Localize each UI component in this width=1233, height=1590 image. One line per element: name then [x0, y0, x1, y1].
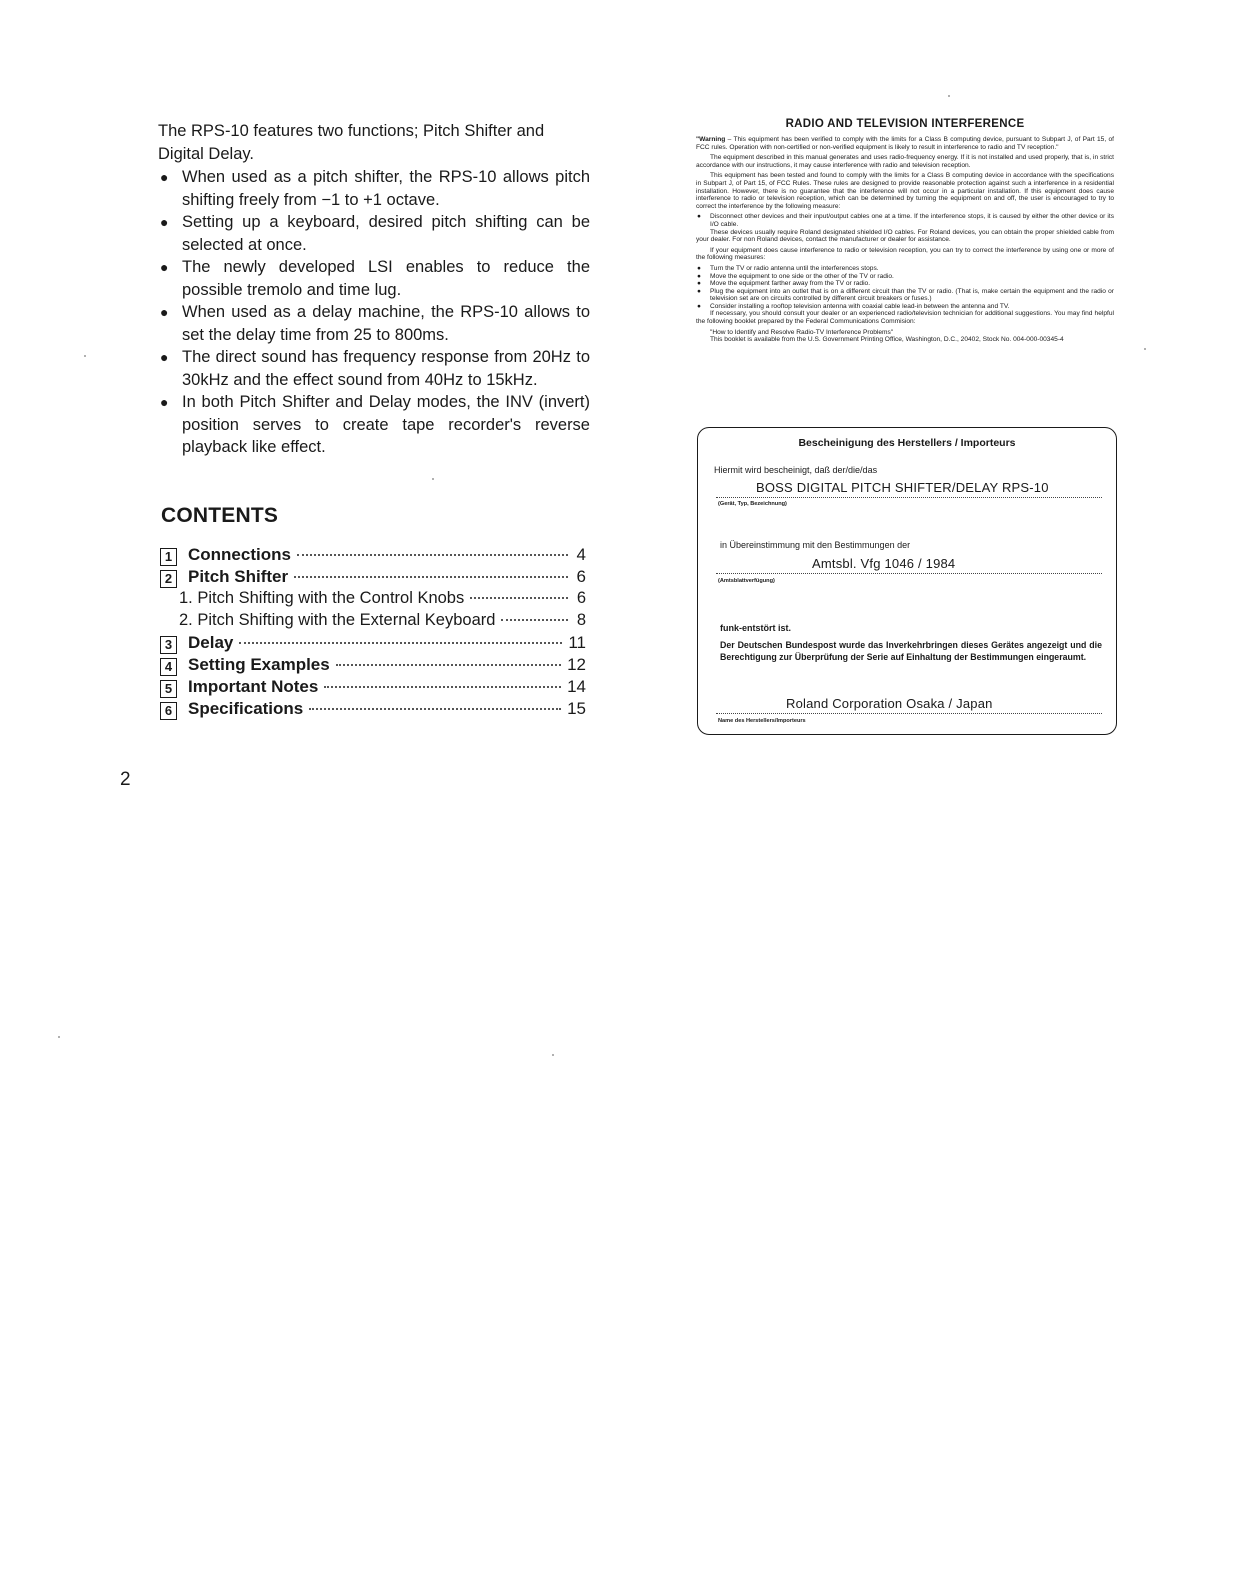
notice-paragraph: "How to Identify and Resolve Radio-TV Interference Problems": [710, 328, 894, 336]
chapter-number-box: 2: [160, 570, 177, 588]
feature-text: In both Pitch Shifter and Delay modes, the INV (invert) position serves to create tape recorder's reverse playback like effect.: [182, 393, 590, 456]
dot-leader: [297, 554, 568, 556]
feature-item: [158, 166, 590, 211]
scan-speck: [1144, 348, 1146, 350]
bullet-icon: ●: [160, 169, 169, 185]
measure-item: [696, 288, 1114, 303]
scan-speck: [432, 478, 434, 480]
manufacturer-name: Roland Corporation Osaka / Japan: [786, 696, 993, 711]
dotted-fill-line: [716, 713, 1102, 714]
measure-list: [696, 213, 1114, 228]
measure-item: [696, 213, 1114, 228]
measure-text: Consider installing a rooftop television antenna with coaxial cable lead-in between the antenna and TV.: [710, 302, 1010, 310]
page-number: 2: [120, 769, 131, 790]
notice-paragraph: This equipment has been tested and found to comply with the limits for a Class B computing device in accordance with the specifications in Subpart J, of Part 15, of FCC Rules. These rules are designed to provide reasonable protection against such a interference in a residential installation. However, there is no guarantee that the interference will not occur in a particular installation. If this equipment does cause interference to radio or television reception, which can be determined by turning the equipment on and off, the user is encouraged to try to correct the interference by the following measure:: [696, 172, 1114, 210]
notice-title: RADIO AND TELEVISION INTERFERENCE: [785, 118, 1025, 130]
toc-entry-setting-examples[interactable]: [160, 655, 586, 677]
feature-text: Setting up a keyboard, desired pitch shifting can be selected at once.: [182, 213, 590, 254]
notice-paragraph: These devices usually require Roland designated shielded I/O cables. For Roland devices, you can obtain the proper shielded cable from your dealer. For non Roland devices, contact the manufacturer or dealer for assistance.: [696, 228, 1114, 244]
feature-text: When used as a pitch shifter, the RPS-10 allows pitch shifting freely from −1 to +1 octave.: [182, 168, 590, 209]
chapter-number-box: 5: [160, 680, 177, 698]
measure-text: Plug the equipment into an outlet that is on a different circuit than the TV or radio. (That is, make certain the equipment and the radio or television set are on circuits controlled by different circuit breakers or fuses.): [710, 287, 1114, 303]
radio-tv-interference-notice: [696, 118, 1114, 347]
measure-list: [696, 265, 1114, 311]
bullet-icon: ●: [697, 280, 701, 288]
bullet-icon: ●: [160, 349, 169, 365]
dot-leader: [336, 664, 561, 666]
bullet-icon: ●: [697, 264, 701, 272]
toc-page-number: 4: [576, 545, 586, 564]
feature-text: When used as a delay machine, the RPS-10 allows to set the delay time from 25 to 800ms.: [182, 303, 590, 344]
manufacturer-certificate-box: [697, 427, 1117, 735]
toc-page-number: 6: [576, 567, 586, 586]
bullet-icon: ●: [160, 214, 169, 230]
dot-leader: [294, 576, 568, 578]
toc-label: Specifications: [188, 699, 304, 718]
toc-label: Setting Examples: [188, 655, 330, 674]
contents-heading: CONTENTS: [161, 504, 279, 527]
measure-text: Move the equipment farther away from the TV or radio.: [710, 280, 871, 288]
toc-entry-external-keyboard[interactable]: [160, 611, 586, 633]
bundespost-statement: Der Deutschen Bundespost wurde das Inverkehrbringen dieses Gerätes angezeigt und die Berechtigung zur Überprüfung der Serie auf Einhaltung der Bestimmungen eingeraumt.: [720, 640, 1102, 662]
measure-text: Disconnect other devices and their input/output cables one at a time. If the interference stops, it is caused by either the other device or its I/O cable.: [710, 213, 1114, 228]
measure-text: Move the equipment to one side or the other of the TV or radio.: [710, 272, 894, 280]
intro-paragraph: The RPS-10 features two functions; Pitch Shifter and Digital Delay.: [158, 122, 545, 163]
warning-paragraph: [696, 136, 1114, 151]
measure-item: [696, 303, 1114, 311]
scan-speck: [84, 355, 86, 357]
scan-speck: [58, 1036, 60, 1038]
bullet-icon: ●: [697, 302, 701, 310]
feature-item: [158, 211, 590, 256]
amtsblatt-reference: Amtsbl. Vfg 1046 / 1984: [812, 556, 956, 571]
chapter-number-box: 6: [160, 702, 177, 720]
dotted-fill-line: [716, 573, 1102, 574]
feature-item: [158, 346, 590, 391]
feature-item: [158, 256, 590, 301]
toc-entry-pitch-shifter[interactable]: [160, 567, 586, 589]
measure-item: [696, 273, 1114, 281]
toc-label: 1. Pitch Shifting with the Control Knobs: [179, 589, 465, 607]
dot-leader: [501, 619, 568, 621]
warning-label: "Warning: [696, 136, 726, 143]
certificate-title: Bescheinigung des Herstellers / Importeurs: [798, 437, 1016, 449]
notice-paragraph: This booklet is available from the U.S. Government Printing Office, Washington, D.C., 20402, Stock No. 004-000-00345-4: [710, 336, 1064, 344]
toc-entry-specifications[interactable]: [160, 699, 586, 721]
dot-leader: [239, 642, 562, 644]
bullet-icon: ●: [697, 213, 701, 221]
notice-paragraph: The equipment described in this manual generates and uses radio-frequency energy. If it is not installed and used properly, that is, in strict accordance with our instructions, it may cause interference with radio and television reception.: [696, 154, 1114, 169]
toc-page-number: 11: [568, 633, 586, 652]
conformity-line: in Übereinstimmung mit den Bestimmungen der: [720, 540, 911, 550]
toc-entry-connections[interactable]: [160, 545, 586, 567]
scan-speck: [552, 1054, 554, 1056]
toc-label: Important Notes: [188, 677, 319, 696]
device-caption: (Gerät, Typ, Bezeichnung): [718, 501, 787, 507]
warning-text: – This equipment has been verified to comply with the limits for a Class B computing device, pursuant to Subpart J, of Part 15, of FCC rules. Operation with non-certified or non-verified equipment is likely to result in interference to radio and TV reception.": [696, 136, 1114, 151]
dotted-fill-line: [716, 497, 1102, 498]
toc-label: Pitch Shifter: [188, 567, 289, 586]
measure-text: Turn the TV or radio antenna until the interferences stops.: [710, 264, 879, 272]
chapter-number-box: 4: [160, 658, 177, 676]
notice-paragraph: If your equipment does cause interference to radio or television reception, you can try to correct the interference by using one or more of the following measures:: [696, 246, 1114, 262]
toc-entry-important-notes[interactable]: [160, 677, 586, 699]
toc-page-number: 15: [567, 699, 586, 718]
chapter-number-box: 3: [160, 636, 177, 654]
interference-suppressed-line: funk-entstört ist.: [720, 623, 791, 633]
toc-entry-control-knobs[interactable]: [160, 589, 586, 611]
toc-label: Delay: [188, 633, 234, 652]
bullet-icon: ●: [160, 394, 169, 410]
chapter-number-box: 1: [160, 548, 177, 566]
bullet-icon: ●: [697, 287, 701, 295]
device-name: BOSS DIGITAL PITCH SHIFTER/DELAY RPS-10: [756, 480, 1049, 495]
toc-page-number: 6: [576, 589, 586, 607]
feature-text: The direct sound has frequency response from 20Hz to 30kHz and the effect sound from 40Hz to 15kHz.: [182, 348, 590, 389]
feature-text: The newly developed LSI enables to reduce the possible tremolo and time lug.: [182, 258, 590, 299]
dot-leader: [309, 708, 561, 710]
toc-page-number: 12: [567, 655, 586, 674]
feature-item: [158, 391, 590, 459]
dot-leader: [470, 597, 568, 599]
measure-item: [696, 280, 1114, 288]
table-of-contents: [160, 545, 586, 721]
intro-section: [158, 120, 590, 459]
dot-leader: [324, 686, 561, 688]
manufacturer-caption: Name des Herstellers/Importeurs: [718, 718, 806, 724]
toc-label: 2. Pitch Shifting with the External Keyboard: [179, 611, 496, 629]
feature-item: [158, 301, 590, 346]
feature-list: [158, 166, 590, 459]
scan-speck: [948, 95, 950, 97]
toc-entry-delay[interactable]: [160, 633, 586, 655]
bullet-icon: ●: [160, 259, 169, 275]
bullet-icon: ●: [697, 272, 701, 280]
notice-paragraph: If necessary, you should consult your dealer or an experienced radio/television technician for additional suggestions. You may find helpful the following booklet prepared by the Federal Communications Commision:: [696, 310, 1114, 326]
measure-item: [696, 265, 1114, 273]
bullet-icon: ●: [160, 304, 169, 320]
amtsblatt-caption: (Amtsblattverfügung): [718, 578, 775, 584]
toc-page-number: 14: [567, 677, 586, 696]
toc-label: Connections: [188, 545, 291, 564]
certificate-intro-line: Hiermit wird bescheinigt, daß der/die/das: [714, 465, 878, 475]
toc-page-number: 8: [576, 611, 586, 629]
